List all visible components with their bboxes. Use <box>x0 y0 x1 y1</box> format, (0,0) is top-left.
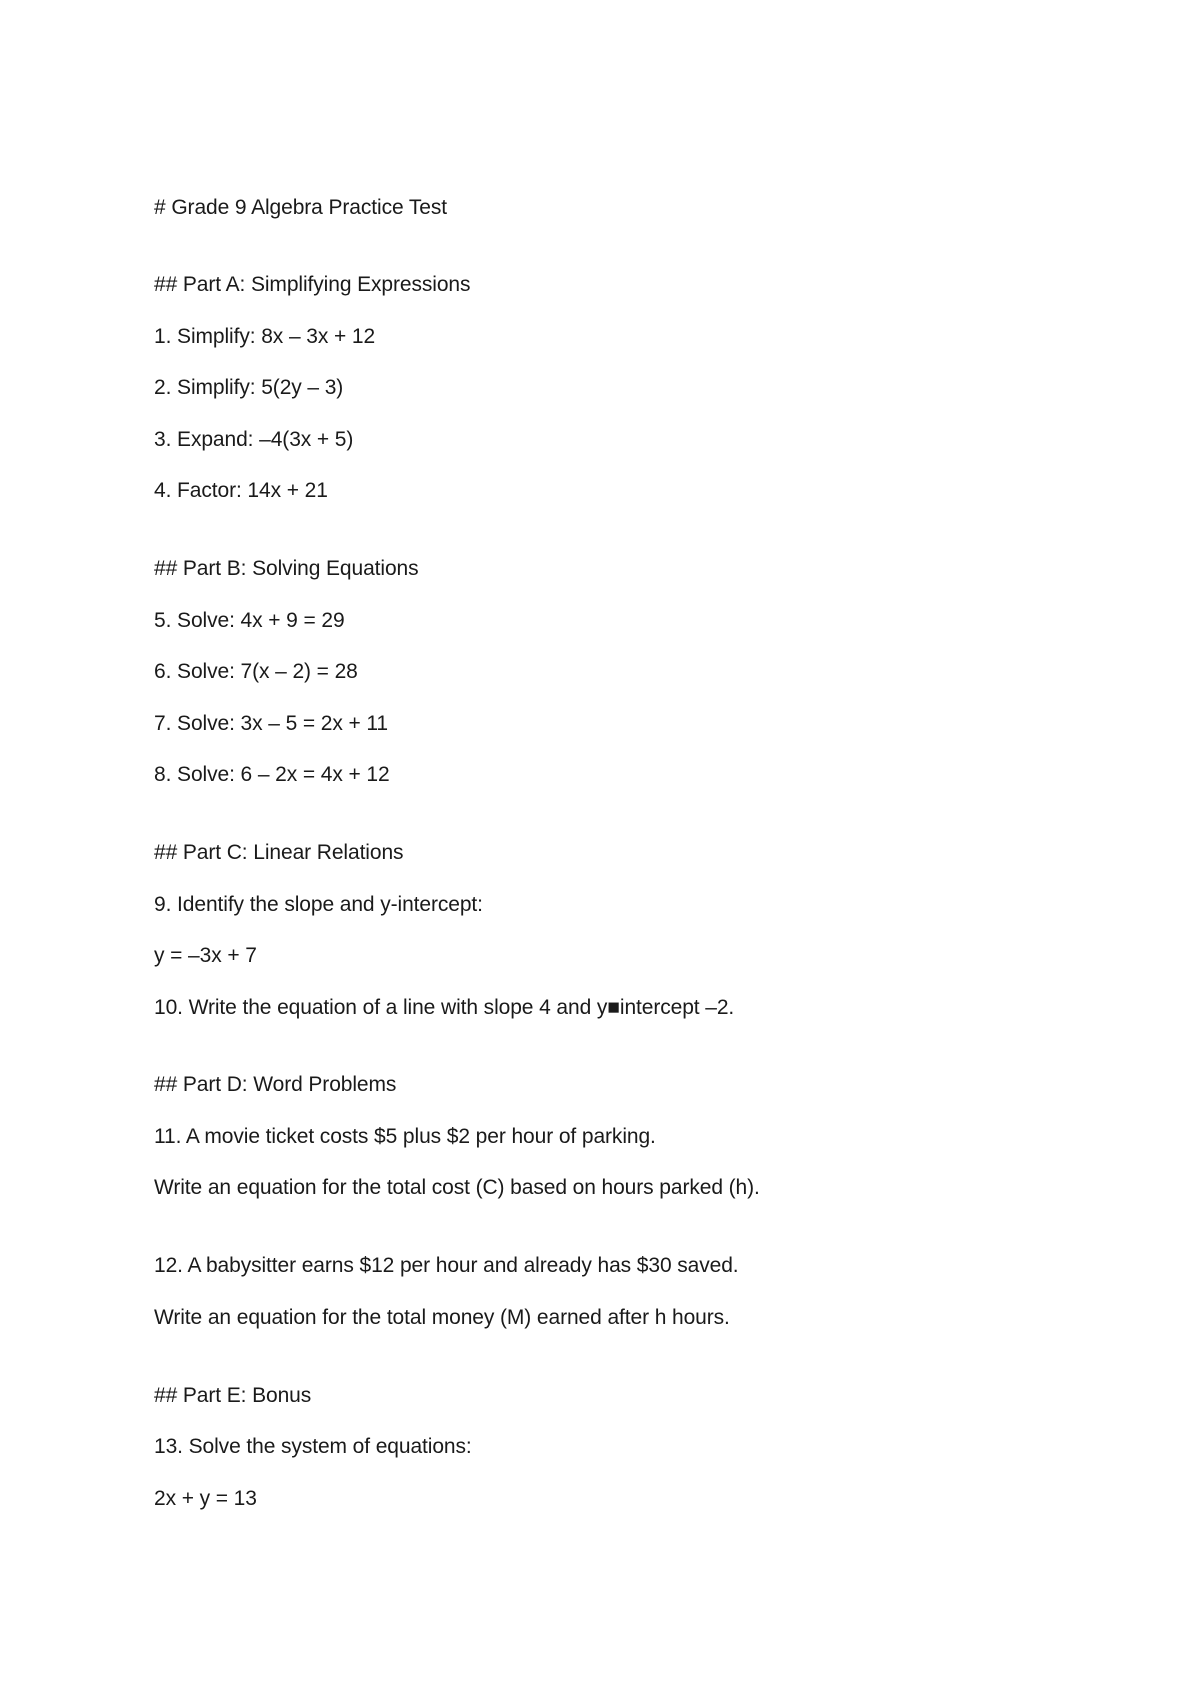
question-10: 10. Write the equation of a line with slope 4 and y■intercept –2. <box>154 996 735 1019</box>
question-6: 6. Solve: 7(x – 2) = 28 <box>154 660 358 683</box>
question-9-equation: y = –3x + 7 <box>154 944 257 967</box>
question-13: 13. Solve the system of equations: <box>154 1435 472 1458</box>
section-heading-part-c: ## Part C: Linear Relations <box>154 841 404 864</box>
question-12-instruction: Write an equation for the total money (M) earned after h hours. <box>154 1306 730 1329</box>
section-heading-part-d: ## Part D: Word Problems <box>154 1073 397 1096</box>
question-8: 8. Solve: 6 – 2x = 4x + 12 <box>154 763 390 786</box>
section-heading-part-b: ## Part B: Solving Equations <box>154 557 419 580</box>
question-4: 4. Factor: 14x + 21 <box>154 479 328 502</box>
question-2: 2. Simplify: 5(2y – 3) <box>154 376 344 399</box>
section-heading-part-e: ## Part E: Bonus <box>154 1384 312 1407</box>
document-title: # Grade 9 Algebra Practice Test <box>154 196 448 219</box>
question-11: 11. A movie ticket costs $5 plus $2 per hour of parking. <box>154 1125 656 1148</box>
question-1: 1. Simplify: 8x – 3x + 12 <box>154 325 376 348</box>
section-heading-part-a: ## Part A: Simplifying Expressions <box>154 273 471 296</box>
question-7: 7. Solve: 3x – 5 = 2x + 11 <box>154 712 388 735</box>
question-13-equation-1: 2x + y = 13 <box>154 1487 257 1510</box>
question-3: 3. Expand: –4(3x + 5) <box>154 428 354 451</box>
question-5: 5. Solve: 4x + 9 = 29 <box>154 609 345 632</box>
question-9: 9. Identify the slope and y-intercept: <box>154 893 483 916</box>
question-12: 12. A babysitter earns $12 per hour and already has $30 saved. <box>154 1254 739 1277</box>
question-11-instruction: Write an equation for the total cost (C) based on hours parked (h). <box>154 1176 760 1199</box>
